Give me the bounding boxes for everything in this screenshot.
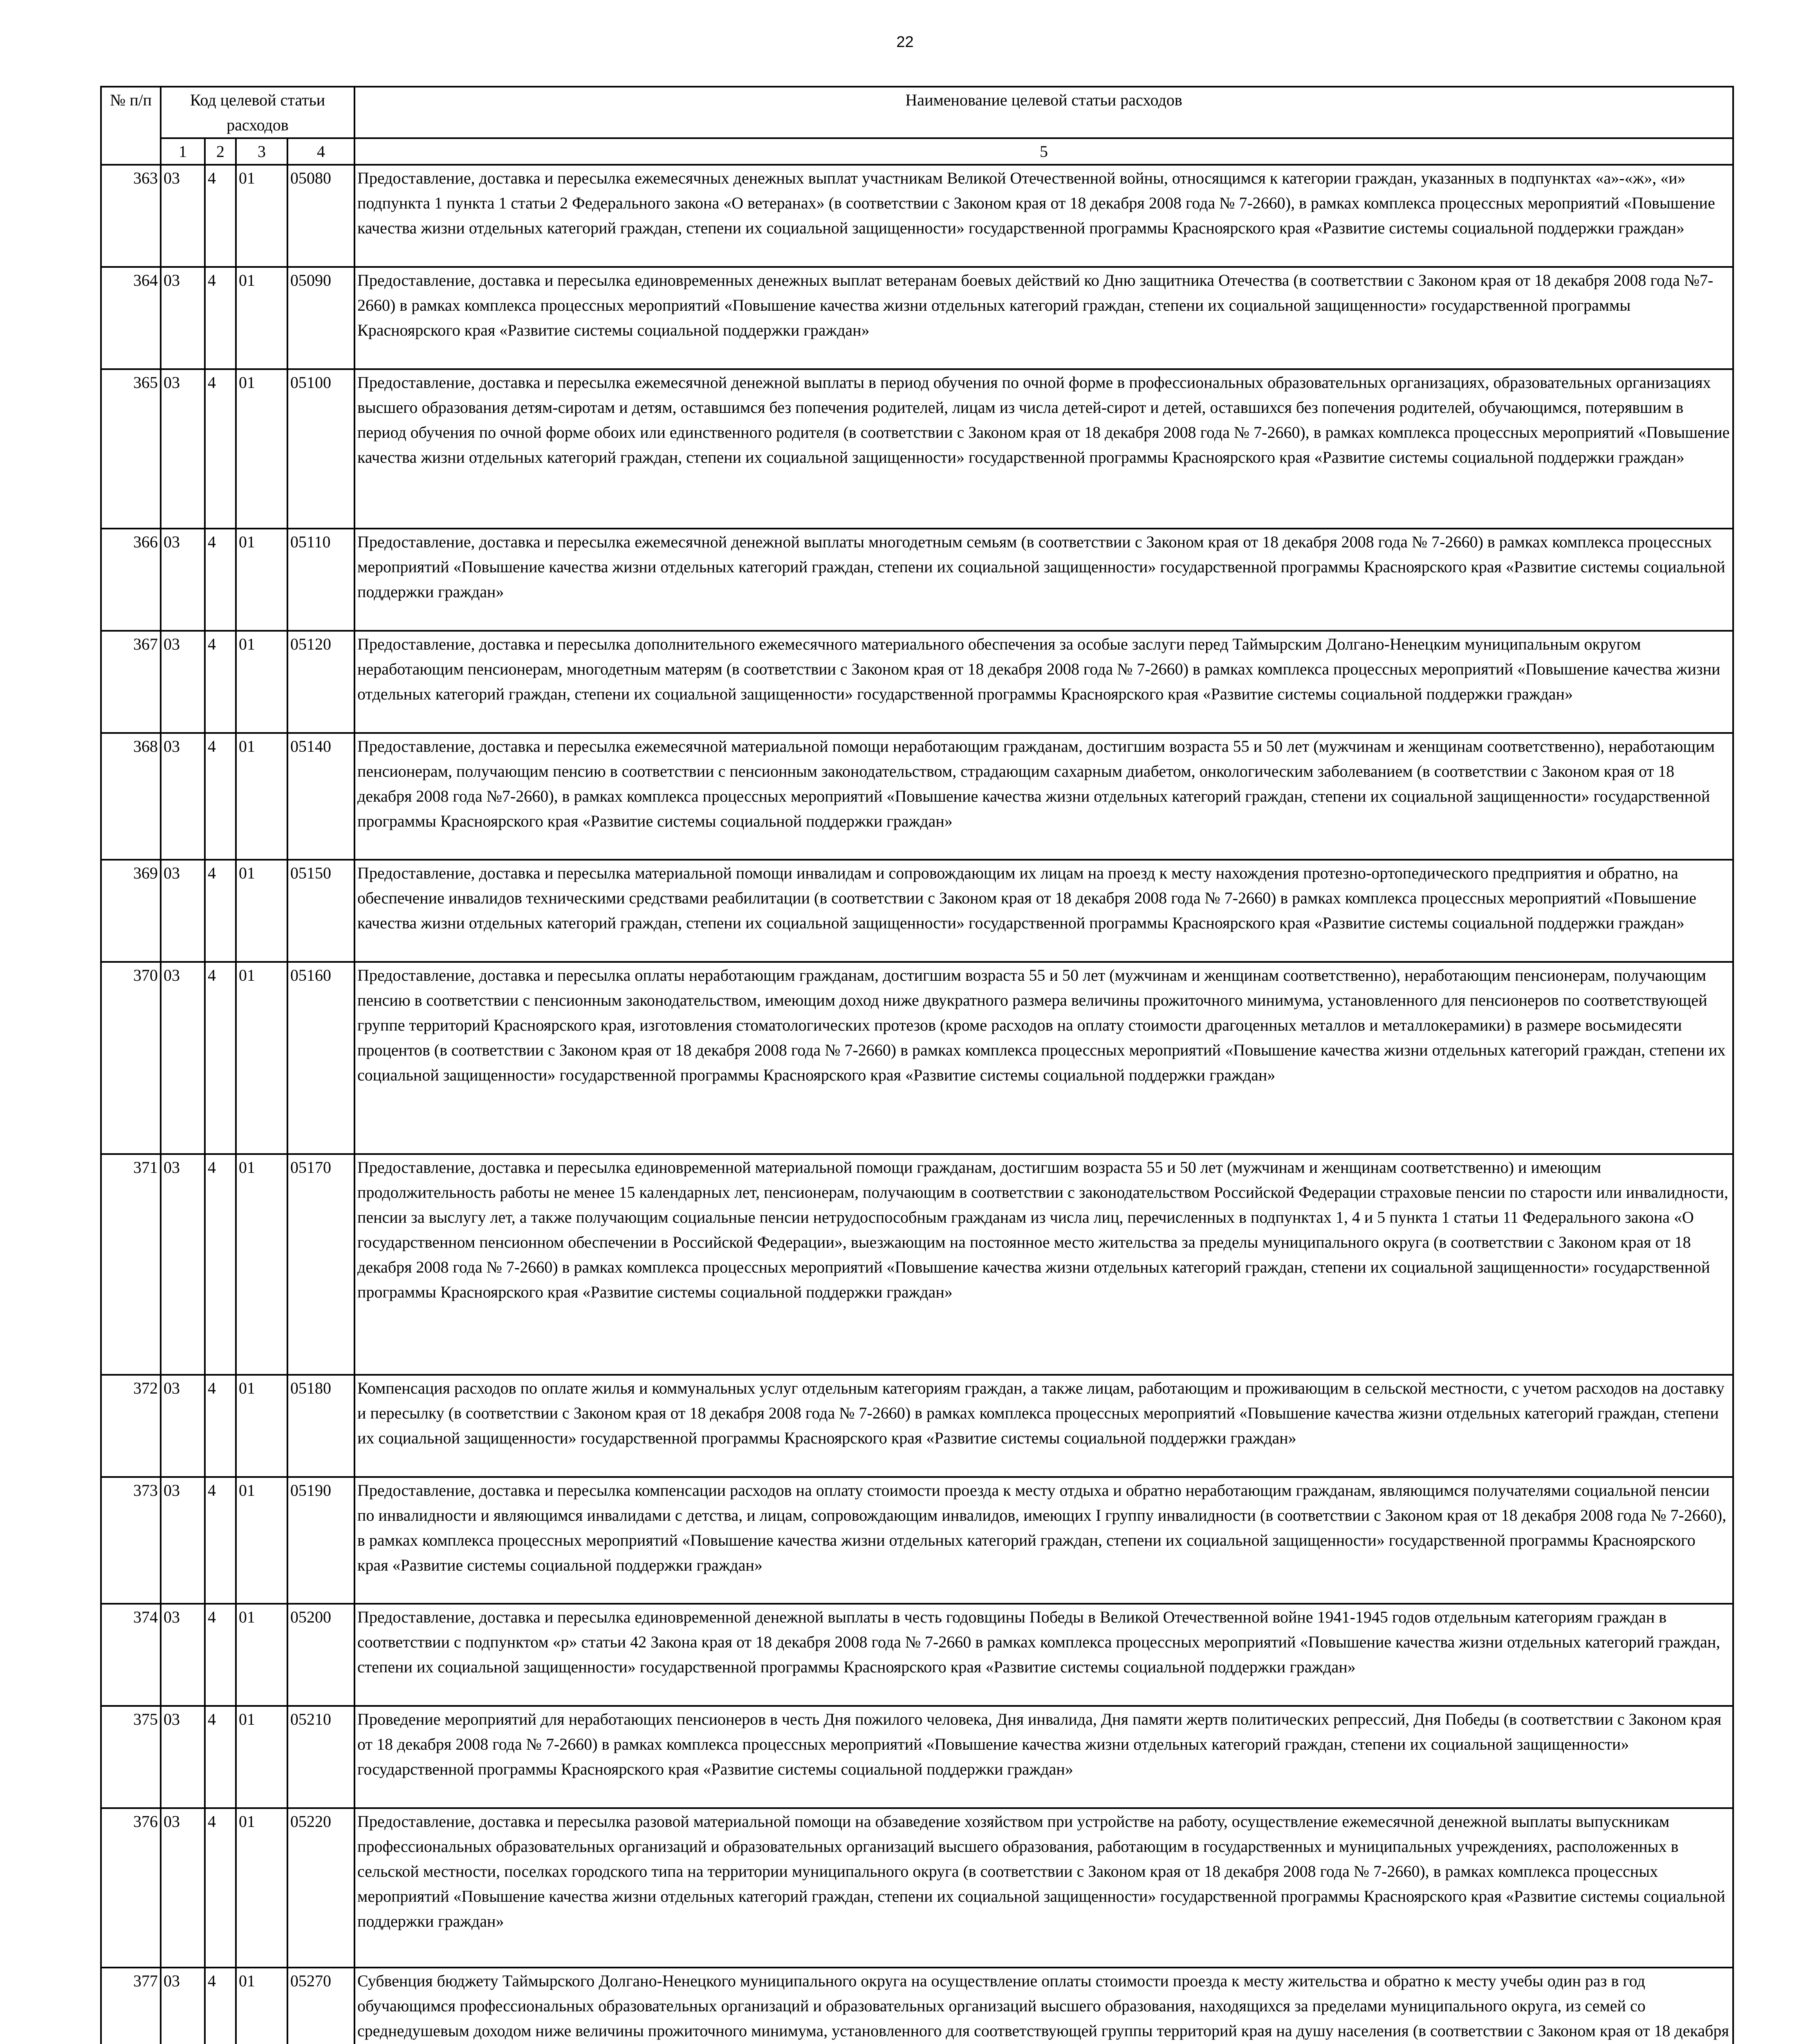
code-part-4: 05210 <box>287 1706 354 1808</box>
code-part-4: 05120 <box>287 631 354 733</box>
row-number: 372 <box>101 1375 161 1477</box>
row-number: 373 <box>101 1477 161 1604</box>
code-part-1: 03 <box>161 962 205 1154</box>
code-part-4: 05170 <box>287 1154 354 1375</box>
code-part-1: 03 <box>161 1808 205 1968</box>
code-part-3: 01 <box>236 1477 287 1604</box>
code-part-3: 01 <box>236 733 287 860</box>
row-name: Предоставление, доставка и пересылка ежемесячной денежной выплаты многодетным семьям (в соответствии с Законом края от 18 декабря 2008 года № 7-2660) в рамках комплекса процессных мероприятий «Повышение качества жизни отдельных категорий граждан, степени их социальной защищенности» государственной программы Красноярского края «Развитие системы социальной поддержки граждан» <box>354 529 1733 631</box>
table-row <box>101 733 1733 860</box>
code-part-1: 03 <box>161 1154 205 1375</box>
code-part-3: 01 <box>236 1706 287 1808</box>
code-part-1: 03 <box>161 1968 205 2044</box>
row-name: Предоставление, доставка и пересылка дополнительного ежемесячного материального обеспечения за особые заслуги перед Таймырским Долгано-Ненецким муниципальным округом неработающим пенсионерам, многодетным матерям (в соответствии с Законом края от 18 декабря 2008 года № 7-2660) в рамках комплекса процессных мероприятий «Повышение качества жизни отдельных категорий граждан, степени их социальной защищенности» государственной программы Красноярского края «Развитие системы социальной поддержки граждан» <box>354 631 1733 733</box>
budget-table <box>100 86 1734 2044</box>
code-part-2: 4 <box>205 1477 236 1604</box>
code-part-1: 03 <box>161 860 205 962</box>
row-name: Субвенция бюджету Таймырского Долгано-Ненецкого муниципального округа на осуществление оплаты стоимости проезда к месту жительства и обратно к месту учебы один раз в год обучающимся профессиональных образовательных организаций и образовательных организаций высшего образования, находящихся за пределами муниципального округа, из семей со среднедушевым доходом ниже величины прожиточного минимума, установленного для соответствующей группы территорий края на душу населения (в соответствии с Законом края от 18 декабря <box>354 1968 1733 2044</box>
code-part-2: 4 <box>205 529 236 631</box>
code-part-2: 4 <box>205 962 236 1154</box>
code-part-4: 05100 <box>287 369 354 529</box>
code-part-4: 05220 <box>287 1808 354 1968</box>
code-part-4: 05190 <box>287 1477 354 1604</box>
code-part-1: 03 <box>161 369 205 529</box>
column-number: 4 <box>287 138 354 165</box>
code-part-3: 01 <box>236 962 287 1154</box>
code-part-2: 4 <box>205 1808 236 1968</box>
code-part-2: 4 <box>205 1375 236 1477</box>
code-part-4: 05270 <box>287 1968 354 2044</box>
row-number: 368 <box>101 733 161 860</box>
column-number: 3 <box>236 138 287 165</box>
table-row <box>101 1968 1733 2044</box>
row-name: Предоставление, доставка и пересылка компенсации расходов на оплату стоимости проезда к месту отдыха и обратно неработающим гражданам, являющимся получателями социальной пенсии по инвалидности и являющимся инвалидами с детства, и лицам, сопровождающим инвалидов, имеющих I группу инвалидности (в соответствии с Законом края от 18 декабря 2008 года № 7-2660), в рамках комплекса процессных мероприятий «Повышение качества жизни отдельных категорий граждан, степени их социальной защищенности» государственной программы Красноярского края «Развитие системы социальной поддержки граждан» <box>354 1477 1733 1604</box>
row-number: 374 <box>101 1604 161 1706</box>
header-num: № п/п <box>101 87 161 165</box>
code-part-4: 05140 <box>287 733 354 860</box>
code-part-3: 01 <box>236 860 287 962</box>
row-name: Предоставление, доставка и пересылка единовременных денежных выплат ветеранам боевых действий ко Дню защитника Отечества (в соответствии с Законом края от 18 декабря 2008 года №7-2660) в рамках комплекса процессных мероприятий «Повышение качества жизни отдельных категорий граждан, степени их социальной защищенности» государственной программы Красноярского края «Развитие системы социальной поддержки граждан» <box>354 267 1733 369</box>
code-part-1: 03 <box>161 1604 205 1706</box>
header-name: Наименование целевой статьи расходов <box>354 87 1733 138</box>
code-part-2: 4 <box>205 369 236 529</box>
table-row <box>101 1154 1733 1375</box>
row-name: Предоставление, доставка и пересылка ежемесячной денежной выплаты в период обучения по очной форме в профессиональных образовательных организациях, образовательных организациях высшего образования детям-сиротам и детям, оставшимся без попечения родителей, лицам из числа детей-сирот и детей, оставшихся без попечения родителей, обучающимся, потерявшим в период обучения по очной форме обоих или единственного родителя (в соответствии с Законом края от 18 декабря 2008 года № 7-2660), в рамках комплекса процессных мероприятий «Повышение качества жизни отдельных категорий граждан, степени их социальной защищенности» государственной программы Красноярского края «Развитие системы социальной поддержки граждан» <box>354 369 1733 529</box>
row-number: 375 <box>101 1706 161 1808</box>
table-row <box>101 1604 1733 1706</box>
code-part-4: 05080 <box>287 165 354 267</box>
code-part-3: 01 <box>236 267 287 369</box>
table-row <box>101 1706 1733 1808</box>
code-part-2: 4 <box>205 733 236 860</box>
column-number: 2 <box>205 138 236 165</box>
column-number: 1 <box>161 138 205 165</box>
table-row <box>101 962 1733 1154</box>
row-number: 376 <box>101 1808 161 1968</box>
table-row <box>101 631 1733 733</box>
row-name: Предоставление, доставка и пересылка оплаты неработающим гражданам, достигшим возраста 55 и 50 лет (мужчинам и женщинам соответственно), неработающим пенсионерам, получающим пенсию в соответствии с пенсионным законодательством, имеющим доход ниже двукратного размера величины прожиточного минимума, установленного для пенсионеров по соответствующей группе территорий Красноярского края, изготовления стоматологических протезов (кроме расходов на оплату стоимости драгоценных металлов и металлокерамики) в размере восьмидесяти процентов (в соответствии с Законом края от 18 декабря 2008 года № 7-2660) в рамках комплекса процессных мероприятий «Повышение качества жизни отдельных категорий граждан, степени их социальной защищенности» государственной программы Красноярского края «Развитие системы социальной поддержки граждан» <box>354 962 1733 1154</box>
code-part-3: 01 <box>236 529 287 631</box>
code-part-2: 4 <box>205 1154 236 1375</box>
column-number: 5 <box>354 138 1733 165</box>
code-part-4: 05150 <box>287 860 354 962</box>
code-part-3: 01 <box>236 369 287 529</box>
code-part-3: 01 <box>236 1375 287 1477</box>
code-part-4: 05160 <box>287 962 354 1154</box>
row-name: Компенсация расходов по оплате жилья и коммунальных услуг отдельным категориям граждан, а также лицам, работающим и проживающим в сельской местности, с учетом расходов на доставку и пересылку (в соответствии с Законом края от 18 декабря 2008 года № 7-2660) в рамках комплекса процессных мероприятий «Повышение качества жизни отдельных категорий граждан, степени их социальной защищенности» государственной программы Красноярского края «Развитие системы социальной поддержки граждан» <box>354 1375 1733 1477</box>
column-number-row <box>101 138 1733 165</box>
header-row <box>101 87 1733 138</box>
row-number: 365 <box>101 369 161 529</box>
code-part-4: 05110 <box>287 529 354 631</box>
code-part-1: 03 <box>161 1706 205 1808</box>
code-part-1: 03 <box>161 529 205 631</box>
code-part-1: 03 <box>161 165 205 267</box>
code-part-1: 03 <box>161 1375 205 1477</box>
row-number: 371 <box>101 1154 161 1375</box>
code-part-3: 01 <box>236 1604 287 1706</box>
header-code: Код целевой статьи расходов <box>161 87 354 138</box>
code-part-3: 01 <box>236 1808 287 1968</box>
code-part-2: 4 <box>205 860 236 962</box>
row-name: Проведение мероприятий для неработающих пенсионеров в честь Дня пожилого человека, Дня инвалида, Дня памяти жертв политических репрессий, Дня Победы (в соответствии с Законом края от 18 декабря 2008 года № 7-2660) в рамках комплекса процессных мероприятий «Повышение качества жизни отдельных категорий граждан, степени их социальной защищенности» государственной программы Красноярского края «Развитие системы социальной поддержки граждан» <box>354 1706 1733 1808</box>
table-row <box>101 267 1733 369</box>
code-part-4: 05090 <box>287 267 354 369</box>
code-part-3: 01 <box>236 631 287 733</box>
table-row <box>101 369 1733 529</box>
code-part-2: 4 <box>205 1968 236 2044</box>
row-number: 366 <box>101 529 161 631</box>
page-number: 22 <box>896 34 914 51</box>
row-name: Предоставление, доставка и пересылка материальной помощи инвалидам и сопровождающим их лицам на проезд к месту нахождения протезно-ортопедического предприятия и обратно, на обеспечение инвалидов техническими средствами реабилитации (в соответствии с Законом края от 18 декабря 2008 года № 7-2660) в рамках комплекса процессных мероприятий «Повышение качества жизни отдельных категорий граждан, степени их социальной защищенности» государственной программы Красноярского края «Развитие системы социальной поддержки граждан» <box>354 860 1733 962</box>
row-number: 364 <box>101 267 161 369</box>
row-number: 377 <box>101 1968 161 2044</box>
row-name: Предоставление, доставка и пересылка ежемесячных денежных выплат участникам Великой Отечественной войны, относящимся к категории граждан, указанных в подпунктах «а»-«ж», «и» подпункта 1 пункта 1 статьи 2 Федерального закона «О ветеранах» (в соответствии с Законом края от 18 декабря 2008 года № 7-2660), в рамках комплекса процессных мероприятий «Повышение качества жизни отдельных категорий граждан, степени их социальной защищенности» государственной программы Красноярского края «Развитие системы социальной поддержки граждан» <box>354 165 1733 267</box>
code-part-3: 01 <box>236 1154 287 1375</box>
code-part-3: 01 <box>236 165 287 267</box>
code-part-3: 01 <box>236 1968 287 2044</box>
code-part-4: 05200 <box>287 1604 354 1706</box>
code-part-1: 03 <box>161 733 205 860</box>
code-part-1: 03 <box>161 631 205 733</box>
table-row <box>101 1808 1733 1968</box>
code-part-2: 4 <box>205 1706 236 1808</box>
row-name: Предоставление, доставка и пересылка единовременной материальной помощи гражданам, достигшим возраста 55 и 50 лет (мужчинам и женщинам соответственно) и имеющим продолжительность работы не менее 15 календарных лет, пенсионерам, получающим в соответствии с законодательством Российской Федерации страховые пенсии по старости или инвалидности, пенсии за выслугу лет, а также получающим социальные пенсии нетрудоспособным гражданам из числа лиц, перечисленных в подпунктах 1, 4 и 5 пункта 1 статьи 11 Федерального закона «О государственном пенсионном обеспечении в Российской Федерации», выезжающим на постоянное место жительства за пределы муниципального округа (в соответствии с Законом края от 18 декабря 2008 года № 7-2660) в рамках комплекса процессных мероприятий «Повышение качества жизни отдельных категорий граждан, степени их социальной защищенности» государственной программы Красноярского края «Развитие системы социальной поддержки граждан» <box>354 1154 1733 1375</box>
code-part-4: 05180 <box>287 1375 354 1477</box>
table-row <box>101 1375 1733 1477</box>
row-number: 370 <box>101 962 161 1154</box>
table-row <box>101 165 1733 267</box>
table-row <box>101 529 1733 631</box>
row-number: 369 <box>101 860 161 962</box>
code-part-1: 03 <box>161 1477 205 1604</box>
row-name: Предоставление, доставка и пересылка единовременной денежной выплаты в честь годовщины Победы в Великой Отечественной войне 1941-1945 годов отдельным категориям граждан в соответствии с подпунктом «р» статьи 42 Закона края от 18 декабря 2008 года № 7-2660 в рамках комплекса процессных мероприятий «Повышение качества жизни отдельных категорий граждан, степени их социальной защищенности» государственной программы Красноярского края «Развитие системы социальной поддержки граждан» <box>354 1604 1733 1706</box>
code-part-2: 4 <box>205 267 236 369</box>
table-row <box>101 860 1733 962</box>
code-part-2: 4 <box>205 165 236 267</box>
row-name: Предоставление, доставка и пересылка разовой материальной помощи на обзаведение хозяйством при устройстве на работу, осуществление ежемесячной денежной выплаты выпускникам профессиональных образовательных организаций и образовательных организаций высшего образования, работающим в государственных и муниципальных учреждениях, расположенных в сельской местности, поселках городского типа на территории муниципального округа (в соответствии с Законом края от 18 декабря 2008 года № 7-2660), в рамках комплекса процессных мероприятий «Повышение качества жизни отдельных категорий граждан, степени их социальной защищенности» государственной программы Красноярского края «Развитие системы социальной поддержки граждан» <box>354 1808 1733 1968</box>
code-part-2: 4 <box>205 1604 236 1706</box>
table-body <box>101 165 1733 2044</box>
table-row <box>101 1477 1733 1604</box>
code-part-2: 4 <box>205 631 236 733</box>
row-name: Предоставление, доставка и пересылка ежемесячной материальной помощи неработающим гражданам, достигшим возраста 55 и 50 лет (мужчинам и женщинам соответственно), неработающим пенсионерам, получающим пенсию в соответствии с пенсионным законодательством, страдающим сахарным диабетом, онкологическим заболеванием (в соответствии с Законом края от 18 декабря 2008 года №7-2660), в рамках комплекса процессных мероприятий «Повышение качества жизни отдельных категорий граждан, степени их социальной защищенности» государственной программы Красноярского края «Развитие системы социальной поддержки граждан» <box>354 733 1733 860</box>
code-part-1: 03 <box>161 267 205 369</box>
row-number: 367 <box>101 631 161 733</box>
row-number: 363 <box>101 165 161 267</box>
